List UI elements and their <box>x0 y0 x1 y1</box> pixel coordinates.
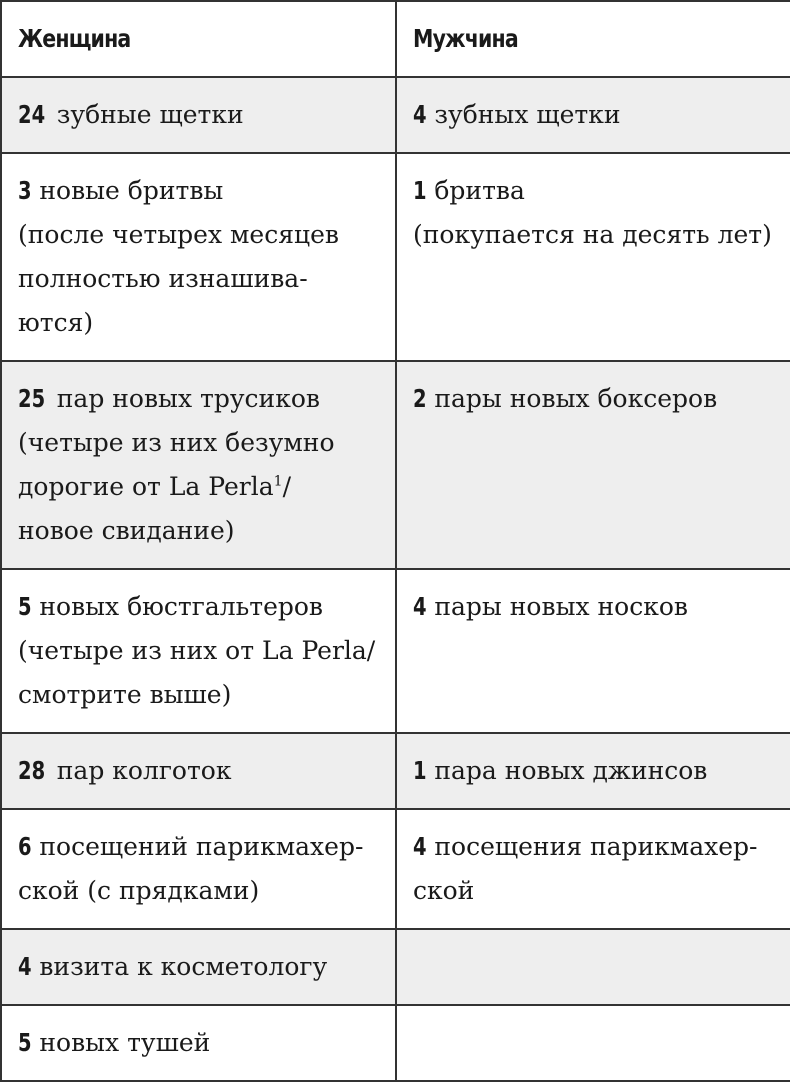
cell-man: 4 пары новых носков <box>396 569 790 733</box>
cell-man: 4 посещения парикмахер- ской <box>396 809 790 929</box>
table-row <box>1 361 790 569</box>
table-row <box>1 929 790 1005</box>
cell-woman: 25 пар новых трусиков (четыре из них безумно дорогие от La Perla$^1$/ новое свидание) <box>1 361 396 569</box>
table-row <box>1 733 790 809</box>
cell-man: 1 бритва (покупается на десять лет) <box>396 153 790 361</box>
count: 25 <box>18 384 46 413</box>
cell-man: 1 пара новых джинсов <box>396 733 790 809</box>
count: 1 <box>413 756 427 785</box>
cell-woman: 6 посещений парикмахер- ской (с прядками) <box>1 809 396 929</box>
cell-woman: 24 зубные щетки <box>1 77 396 153</box>
count: 4 <box>413 100 427 129</box>
table-row <box>1 809 790 929</box>
cell-woman: 5 новых тушей <box>1 1005 396 1081</box>
header-row <box>1 1 790 77</box>
cell-man-empty <box>396 1005 790 1081</box>
count: 2 <box>413 384 427 413</box>
count: 4 <box>18 952 32 981</box>
count: 6 <box>18 832 32 861</box>
table-row <box>1 1005 790 1081</box>
cell-woman: 28 пар колготок <box>1 733 396 809</box>
count: 4 <box>413 592 427 621</box>
cell-woman: 5 новых бюстгальтеров (четыре из них от La Perla/ смотрите выше) <box>1 569 396 733</box>
count: 4 <box>413 832 427 861</box>
count: 28 <box>18 756 46 785</box>
header-man: Мужчина <box>396 1 790 77</box>
count: 5 <box>18 1028 32 1057</box>
table-row <box>1 77 790 153</box>
cell-man-empty <box>396 929 790 1005</box>
cell-man: 2 пары новых боксеров <box>396 361 790 569</box>
cell-woman: 4 визита к косметологу <box>1 929 396 1005</box>
table-row <box>1 153 790 361</box>
table-row <box>1 569 790 733</box>
cell-man: 4 зубных щетки <box>396 77 790 153</box>
footnote-marker[interactable]: 1 <box>273 473 283 490</box>
count: 1 <box>413 176 427 205</box>
count: 5 <box>18 592 32 621</box>
cell-woman: 3 новые бритвы (после четырех месяцев полностью изнашива- ются) <box>1 153 396 361</box>
header-woman: Женщина <box>1 1 396 77</box>
count: 24 <box>18 100 46 129</box>
count: 3 <box>18 176 32 205</box>
